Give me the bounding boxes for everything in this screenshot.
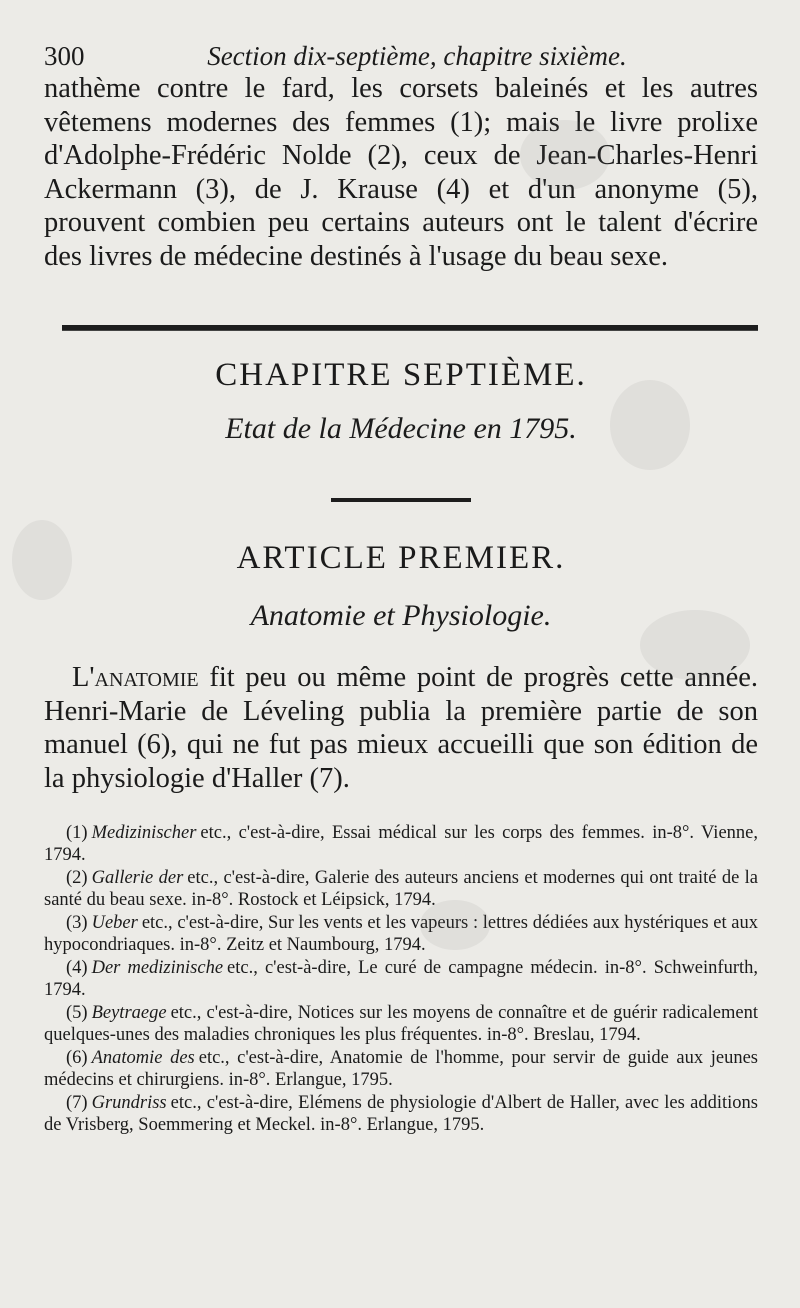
article-subtitle: Anatomie et Physiologie. [250,599,552,632]
footnote [44,1093,758,1136]
footnote-title: Gallerie der [91,868,184,888]
footnote-title: Grundriss [91,1093,167,1113]
footnotes [44,823,758,1136]
chapter-title: CHAPITRE SEPTIÈME. [215,357,587,393]
main-paragraph-text: fit peu ou même point de progrès cette année. Henri-Marie de Léveling publia la première partie de son manuel (6), qui ne fut pas mieux accueilli que son édition de la physiologie d'Haller (7). [44,662,758,794]
page-header [44,40,758,72]
main-paragraph [44,661,758,795]
footnote-number: (3) [66,913,88,933]
footnote-text: etc., c'est-à-dire, Notices sur les moyens de connaître et de guérir radicalement quelques-unes des maladies chroniques les plus fréquentes. in-8°. Breslau, 1794. [44,1003,758,1045]
footnote [44,913,758,956]
article-title: ARTICLE PREMIER. [236,540,566,576]
chapter-subtitle: Etat de la Médecine en 1795. [225,412,577,445]
footnote-title: Der medizinische [91,958,224,978]
footnote-number: (2) [66,868,88,888]
footnote-title: Beytraege [91,1003,167,1023]
footnote-text: etc., c'est-à-dire, Galerie des auteurs anciens et modernes qui ont traité de la santé du beau sexe. in-8°. Rostock et Léipsick, 1794. [44,868,759,910]
footnote [44,1003,758,1046]
footnote [44,1048,758,1091]
footnote-number: (7) [66,1093,88,1113]
footnote-title: Anatomie des [91,1048,195,1068]
footnote [44,823,758,866]
footnote-number: (6) [66,1048,88,1068]
footnote-text: etc., c'est-à-dire, Le curé de campagne médecin. in-8°. Schweinfurth, 1794. [44,958,758,1000]
footnote-number: (4) [66,958,88,978]
section-divider [62,325,758,331]
footnote-title: Ueber [91,913,138,933]
running-head: Section dix-septième, chapitre sixième. [207,41,627,71]
footnote-title: Medizinischer [91,823,197,843]
footnote-text: etc., c'est-à-dire, Elémens de physiologie d'Albert de Haller, avec les additions de Vrisberg, Soemmering et Meckel. in-8°. Erlangue, 1795. [44,1093,758,1135]
footnote-text: etc., c'est-à-dire, Sur les vents et les vapeurs : lettres dédiées aux hystériques et aux hypocondriaques. in-8°. Zeitz et Naumbourg, 1794. [44,913,758,955]
footnote-text: etc., c'est-à-dire, Essai médical sur les corps des femmes. in-8°. Vienne, 1794. [44,823,758,865]
footnote [44,868,758,911]
footnote-number: (5) [66,1003,88,1023]
footnote-number: (1) [66,823,88,843]
intro-paragraph: nathème contre le fard, les corsets baleinés et les autres vêtemens modernes des femmes (1); mais le livre prolixe d'Adolphe-Frédéric Nolde (2), ceux de Jean-Charles-Henri Ackermann (3), de J. Krause (4) et d'un anonyme (5), prouvent combien peu certains auteurs ont le talent d'écrire des livres de médecine destinés à l'usage du beau sexe. [44,73,758,272]
lead-word: L'anatomie [72,662,199,693]
page-number: 300 [44,41,85,71]
footnote [44,958,758,1001]
short-divider [331,498,471,502]
footnote-text: etc., c'est-à-dire, Anatomie de l'homme, pour servir de guide aux jeunes médecins et chirurgiens. in-8°. Erlangue, 1795. [44,1048,758,1090]
